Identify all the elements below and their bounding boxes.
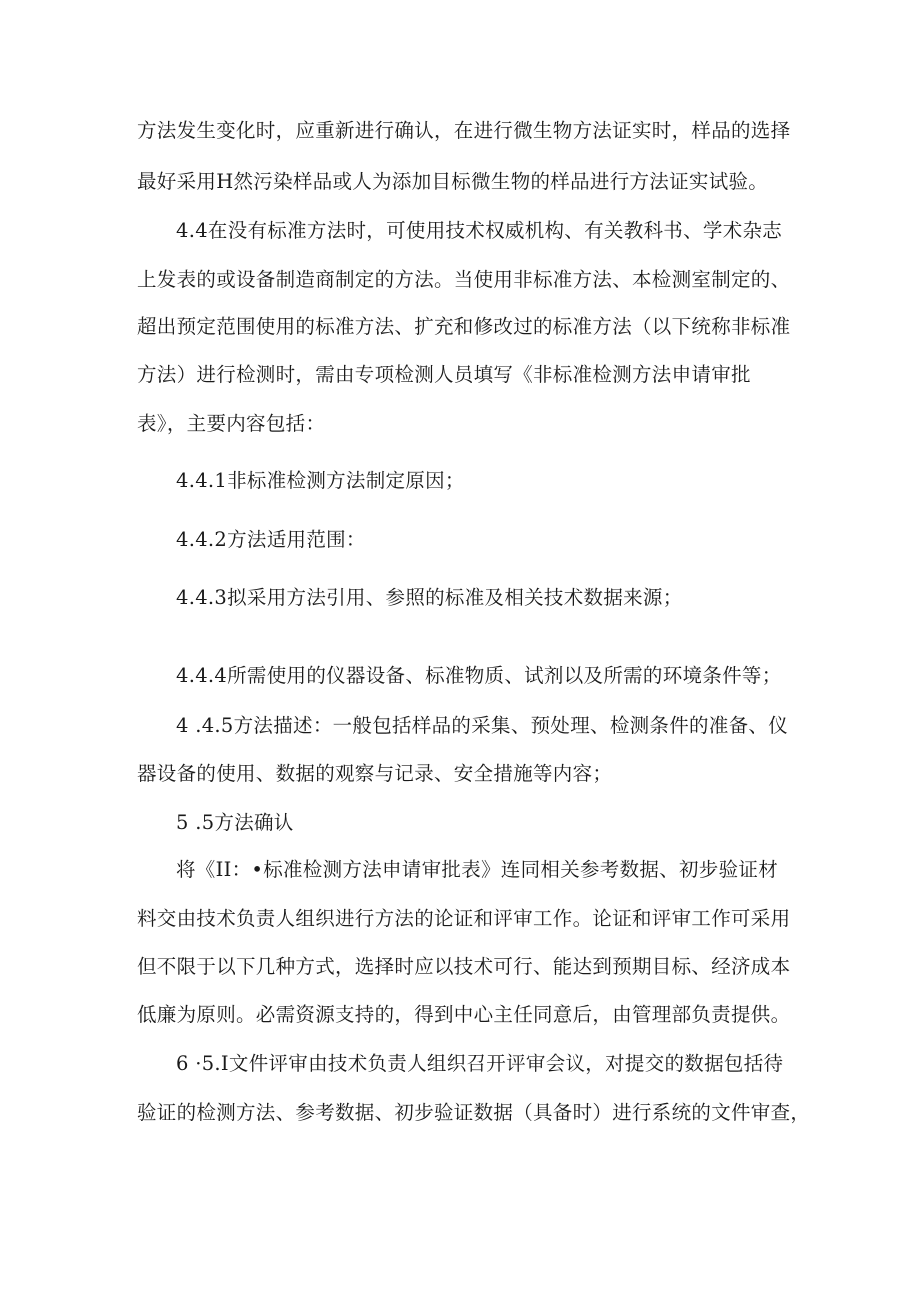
text-line: 方法）进行检测时，需由专项检测人员填写《非标准检测方法申请审批 [137, 363, 751, 386]
text-line: 低廉为原则。必需资源支持的，得到中心主任同意后，由管理部负责提供。 [137, 1003, 791, 1026]
text-line: 6 ·5.I文件评审由技术负责人组织召开评审会议，对提交的数据包括待 [176, 1052, 784, 1075]
text-line: 将《II：•标准检测方法申请审批表》连同相关参考数据、初步验证材 [176, 858, 779, 881]
text-line: 5 .5方法确认 [176, 811, 294, 834]
text-line: 4.4.1非标准检测方法制定原因； [176, 469, 465, 492]
text-line: 4.4.4所需使用的仪器设备、标准物质、试剂以及所需的环境条件等； [176, 664, 782, 687]
text-line: 4 .4.5方法描述：一般包括样品的采集、预处理、检测条件的准备、仪 [176, 714, 789, 737]
text-line: 料交由技术负责人组织进行方法的论证和评审工作。论证和评审工作可采用 [137, 907, 791, 930]
text-line: 4.4.3拟采用方法引用、参照的标准及相关技术数据来源； [176, 586, 683, 609]
text-line: 但不限于以下几种方式，选择时应以技术可行、能达到预期目标、经济成本 [137, 955, 791, 978]
text-line: 最好采用H然污染样品或人为添加目标微生物的样品进行方法证实试验。 [137, 170, 769, 193]
text-line: 方法发生变化时，应重新进行确认，在进行微生物方法证实时，样品的选择 [137, 119, 791, 142]
text-line: 上发表的或设备制造商制定的方法。当使用非标准方法、本检测室制定的、 [137, 268, 791, 291]
text-line: 4.4.2方法适用范围： [176, 528, 366, 551]
text-line: 4.4在没有标准方法时，可使用技术权威机构、有关教科书、学术杂志 [176, 219, 783, 242]
text-line: 超出预定范围使用的标准方法、扩充和修改过的标准方法（以下统称非标准 [137, 315, 791, 338]
text-line: 器设备的使用、数据的观察与记录、安全措施等内容； [137, 762, 613, 785]
text-line: 验证的检测方法、参考数据、初步验证数据（具备时）进行系统的文件审查， [137, 1101, 811, 1124]
text-line: 表》，主要内容包括： [137, 412, 326, 435]
